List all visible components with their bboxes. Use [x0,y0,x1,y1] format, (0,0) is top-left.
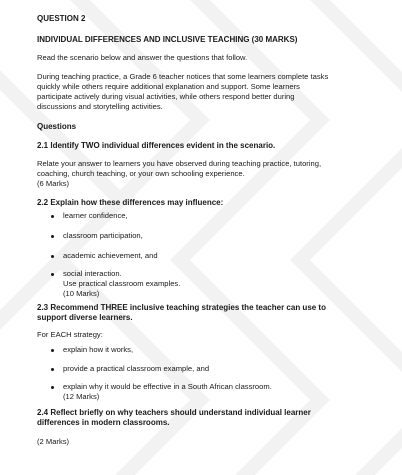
q23-marks: (12 Marks) [63,392,100,401]
bullet-dot [51,349,54,352]
question-label: QUESTION 2 [37,14,86,23]
q24-marks: (2 Marks) [37,437,70,446]
q23-heading: 2.3 Recommend THREE inclusive teaching strategies the teacher can use to [37,303,326,312]
scenario-line: participate actively during visual activities, while others respond better during [37,92,295,101]
q21-heading: 2.1 Identify TWO individual differences evident in the scenario. [37,141,276,150]
q23-bullet: explain why it would be effective in a South African classroom. [63,382,272,391]
q22-bullet: learner confidence, [63,211,128,220]
q24-heading: 2.4 Reflect briefly on why teachers should understand individual learner [37,408,311,417]
bullet-dot [51,386,54,389]
q22-heading: 2.2 Explain how these differences may influence: [37,198,224,207]
question-title: INDIVIDUAL DIFFERENCES AND INCLUSIVE TEACHING (30 MARKS) [37,35,298,44]
q22-bullet: classroom participation, [63,231,143,240]
instruction-text: Read the scenario below and answer the questions that follow. [37,53,248,62]
q21-line: coaching, church teaching, or your own schooling experience. [37,169,245,178]
scenario-line: quickly while others require additional explanation and support. Some learners [37,82,300,91]
q22-marks: (10 Marks) [63,289,100,298]
bullet-dot [51,273,54,276]
bullet-dot [51,215,54,218]
q21-marks: (6 Marks) [37,179,70,188]
q22-note: Use practical classroom examples. [63,279,181,288]
q24-heading: differences in modern classrooms. [37,418,170,427]
q22-bullet: academic achievement, and [63,251,158,260]
q23-bullet: provide a practical classroom example, and [63,364,210,373]
bullet-dot [51,235,54,238]
questions-heading: Questions [37,122,77,131]
q21-line: Relate your answer to learners you have observed during teaching practice, tutoring, [37,159,322,168]
bullet-dot [51,368,54,371]
scenario-line: discussions and storytelling activities. [37,102,163,111]
q23-bullet: explain how it works, [63,345,134,354]
scenario-line: During teaching practice, a Grade 6 teacher notices that some learners complete tasks [37,72,329,81]
bullet-dot [51,255,54,258]
q23-heading: support diverse learners. [37,313,133,322]
q23-intro: For EACH strategy: [37,330,103,339]
q22-bullet: social interaction. [63,269,122,278]
